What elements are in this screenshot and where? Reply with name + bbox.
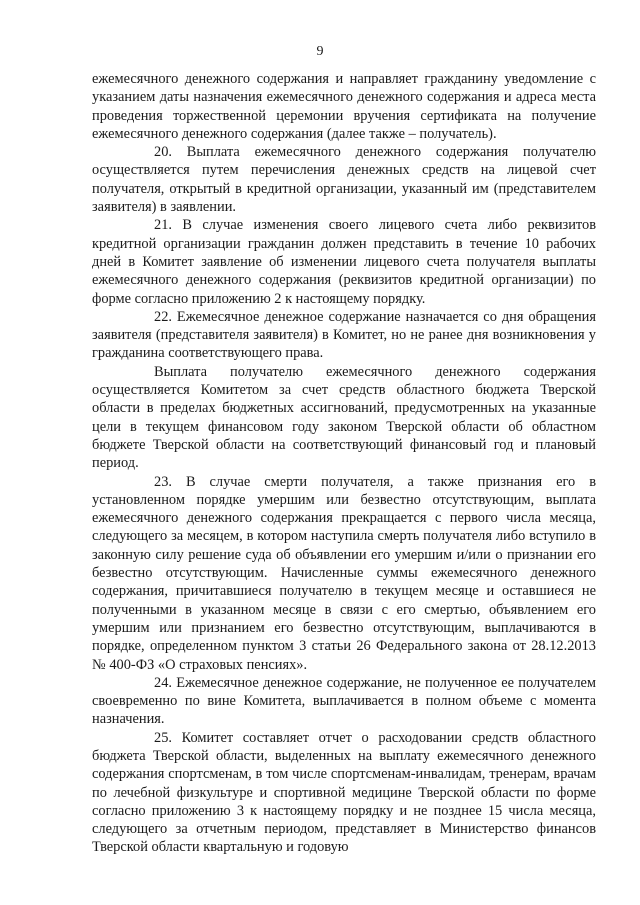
paragraph-continuation: ежемесячного денежного содержания и направляет гражданину уведомление с указанием даты назначения ежемесячного денежного содержания и адреса места проведения торжественной церемонии вручения сертификата на получение ежемесячного денежного содержания (далее также – получатель). [92, 71, 596, 142]
paragraph-item-20: 20. Выплата ежемесячного денежного содержания получателю осуществляется путем перечисления денежных средств на лицевой счет получателя, открытый в кредитной организации, указанный им (представителем заявителя) в заявлении. [92, 144, 596, 216]
document-body [92, 70, 596, 857]
paragraph-item-24: 24. Ежемесячное денежное содержание, не полученное ее получателем своевременно по вине Комитета, выплачивается в полном объеме с момента назначения. [92, 674, 596, 728]
paragraph-item-22: 22. Ежемесячное денежное содержание назначается со дня обращения заявителя (представителя заявителя) в Комитет, но не ранее дня возникновения у гражданина соответствующего права. [92, 308, 596, 362]
paragraph-item-21: 21. В случае изменения своего лицевого счета либо реквизитов кредитной организации гражданин должен представить в течение 10 рабочих дней в Комитет заявление об изменении лицевого счета получателя выплаты ежемесячного денежного содержания (реквизитов кредитной организации) по форме согласно приложению 2 к настоящему порядку. [92, 217, 596, 307]
paragraph-item-23: 23. В случае смерти получателя, а также признания его в установленном порядке умершим или безвестно отсутствующим, выплата ежемесячного денежного содержания прекращается с первого числа месяца, следующего за месяцем, в котором наступила смерть получателя либо вступило в законную силу решение суда об объявлении его умершим и/или о признании его безвестно отсутствующим. Начисленные суммы ежемесячного денежного содержания, причитавшиеся получателю в текущем месяце и оставшиеся не полученными в указанном месяце в связи с его смертью, объявлением его умершим или признанием его безвестно отсутствующим, выплачиваются в порядке, определенном пунктом 3 статьи 26 Федерального закона от 28.12.2013 № 400-ФЗ «О страховых пенсиях». [92, 473, 596, 673]
paragraph-payment-funding: Выплата получателю ежемесячного денежного содержания осуществляется Комитетом за счет средств областного бюджета Тверской области в пределах бюджетных ассигнований, предусмотренных на указанные цели в текущем финансовом году законом Тверской области об областном бюджете Тверской области на соответствующий финансовый год и плановый период. [92, 363, 596, 472]
paragraph-item-25: 25. Комитет составляет отчет о расходовании средств областного бюджета Тверской области, выделенных на выплату ежемесячного денежного содержания спортсменам, в том числе спортсменам-инвалидам, тренерам, врачам по лечебной физкультуре и спортивной медицине Тверской области по форме согласно приложению 3 к настоящему порядку и не позднее 15 числа месяца, следующего за отчетным периодом, представляет в Министерство финансов Тверской области квартальную и годовую [92, 729, 596, 856]
page-number: 9 [316, 44, 324, 59]
